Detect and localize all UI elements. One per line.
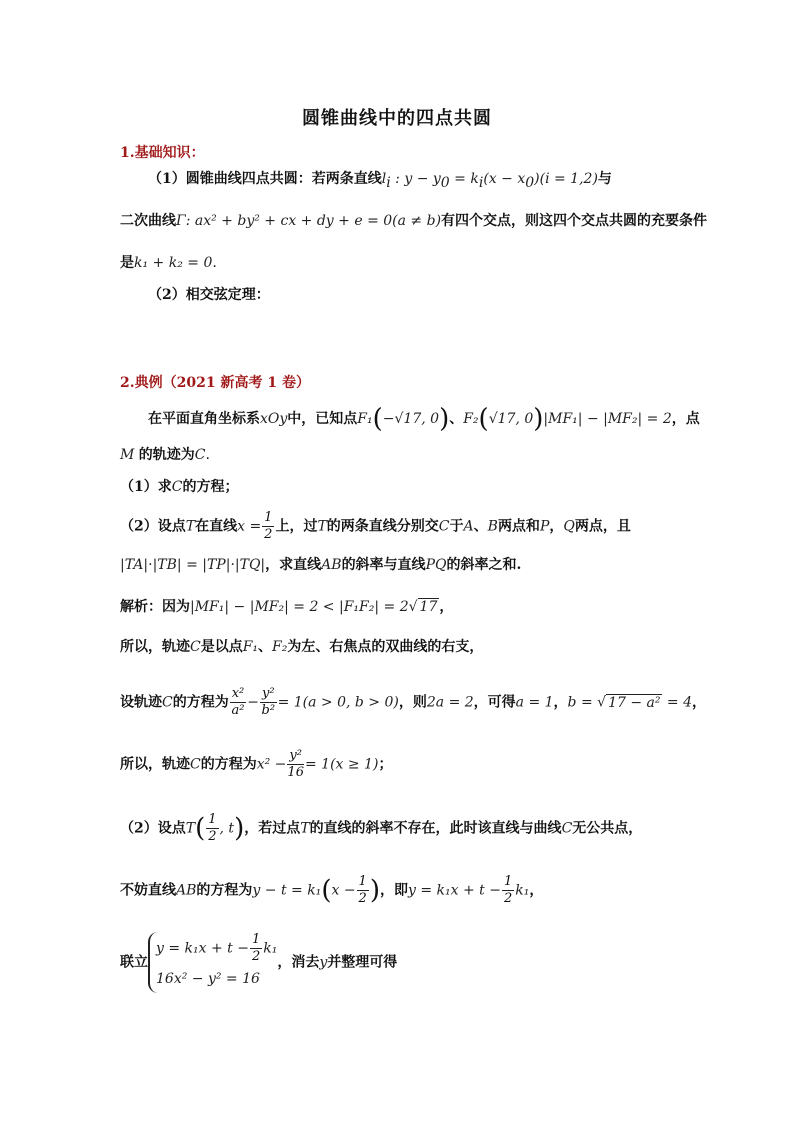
numerator: 1 (251, 932, 261, 947)
text: 二次曲线 (120, 213, 176, 229)
basics-item-2 (148, 282, 724, 308)
math: F₂ (463, 411, 479, 427)
text: ， (692, 694, 707, 711)
math: |MF₁| − |MF₂| = 2 (543, 411, 672, 427)
solution-line-2 (120, 634, 724, 660)
fraction (502, 874, 514, 907)
math: C (171, 479, 183, 495)
solution-line-5 (120, 812, 724, 845)
math-part: (x − x (483, 171, 526, 187)
math-part: = k (449, 171, 479, 187)
paren: ( (321, 875, 332, 906)
sqrt-sign: √ (597, 694, 607, 711)
text: ，求直线 (265, 557, 322, 573)
text: 是 (120, 255, 134, 271)
text: ， (439, 599, 454, 615)
paren: ) (439, 404, 450, 434)
equation-system (148, 932, 277, 993)
math: F₁ (242, 639, 259, 655)
question-2-line-2 (120, 552, 724, 578)
paren: ( (195, 813, 206, 844)
solution-line-1 (120, 594, 724, 620)
solution-line-7 (120, 932, 724, 993)
denominator: 2 (251, 949, 261, 964)
denominator: 2 (208, 829, 217, 844)
numerator: 1 (358, 874, 367, 889)
text: （1）求 (120, 479, 172, 495)
denominator: b² (261, 703, 276, 718)
math: T (317, 518, 327, 535)
math: AB (321, 557, 342, 573)
text: ，点 (671, 411, 700, 427)
system-eq-1 (156, 932, 277, 965)
text: 所以，轨迹 (120, 639, 190, 655)
text: ， (549, 518, 564, 535)
section-heading-basics: 1.基础知识： (120, 145, 205, 161)
text: 不妨直线 (120, 882, 176, 899)
subscript: i (386, 174, 391, 191)
text: 的方程为 (196, 882, 253, 899)
math: y (319, 954, 328, 971)
math: x² − (256, 756, 287, 773)
math: a = 1 (515, 694, 554, 711)
math: C (194, 447, 206, 463)
text: 的斜率之和. (446, 557, 522, 573)
solution-line-6 (120, 874, 724, 907)
item-text: 与 (597, 171, 612, 187)
question-1 (120, 474, 724, 500)
text: 、 (449, 411, 464, 427)
denominator: 2 (503, 891, 513, 906)
text: 设轨迹 (120, 694, 162, 711)
text: 的方程为 (200, 756, 257, 773)
text: ，消去 (277, 954, 320, 971)
text: 在平面直角坐标系 (148, 411, 260, 427)
paren: ) (369, 875, 380, 906)
math: xOy (260, 411, 288, 427)
question-2-line-1 (120, 510, 724, 543)
math-part: )(i = 1,2) (534, 171, 598, 187)
math: x = (237, 518, 262, 535)
math: |MF₁| − |MF₂| = 2 < |F₁F₂| = 2 (190, 599, 409, 615)
math: √17, 0 (488, 411, 534, 427)
text: 两点，且 (574, 518, 631, 535)
math: F₂ (272, 639, 288, 655)
basics-item-1 (148, 166, 724, 196)
basics-line-3 (120, 250, 724, 276)
math: k₁ (515, 882, 530, 899)
text: 两点和 (497, 518, 540, 535)
text: ，可得 (473, 694, 516, 711)
text: （2）设点 (120, 820, 186, 837)
math: = 1(a > 0, b > 0) (277, 694, 399, 711)
text: 、 (473, 518, 488, 535)
math: A (463, 518, 474, 535)
item-text: 圆锥曲线四点共圆：若两条直线 (185, 171, 382, 187)
math: T (185, 518, 196, 535)
text: 于 (449, 518, 464, 535)
subscript: i (478, 174, 484, 191)
text: 的两条直线分别交 (326, 518, 439, 535)
math-part: : y − y (390, 171, 441, 187)
math: F₁ (357, 411, 373, 427)
text: 联立 (120, 954, 148, 971)
math: , t (219, 820, 235, 837)
math: C (190, 639, 201, 655)
math: |TA|·|TB| = |TP|·|TQ| (120, 557, 266, 573)
section-heading-example: 2.典例（2021 新高考 1 卷） (120, 375, 310, 391)
math: C (190, 756, 201, 773)
problem-line-1 (148, 406, 724, 432)
page-title: 圆锥曲线中的四点共圆 (302, 108, 492, 129)
text: ； (378, 756, 393, 773)
denominator: 2 (358, 891, 367, 906)
system-eq-2: 16x² − y² = 16 (156, 971, 260, 987)
numerator: y² (262, 686, 275, 701)
subscript: 0 (440, 174, 450, 191)
text: ，即 (379, 882, 408, 899)
math: y = k₁x + t − (407, 882, 501, 899)
math: T (300, 820, 310, 837)
condition-equation: k₁ + k₂ = 0 (134, 255, 213, 271)
fraction (262, 510, 274, 543)
text: 的方程； (182, 479, 239, 495)
math: x − (331, 882, 356, 899)
text: 并整理可得 (327, 954, 398, 971)
math: y = k₁x + t − (156, 940, 249, 957)
basics-line-2 (120, 208, 724, 234)
text: （2）设点 (120, 518, 186, 535)
math: Q (563, 518, 575, 535)
text: 上，过 (275, 518, 318, 535)
math: T (185, 820, 196, 837)
fraction (260, 686, 277, 719)
conic-equation: Γ: ax² + by² + cx + dy + e = 0(a ≠ b) (176, 213, 442, 229)
text: 的方程为 (172, 694, 229, 711)
sqrt-radicand: 17 − a² (608, 694, 661, 711)
text: 无公共点， (572, 820, 643, 837)
text: 所以，轨迹 (120, 756, 190, 773)
sqrt-radicand: 17 (419, 599, 438, 615)
fraction (206, 812, 218, 845)
math: B (487, 518, 498, 535)
math: b = (567, 694, 598, 711)
item-label: （1） (148, 171, 186, 187)
text: 的直线的斜率不存在，此时该直线与曲线 (309, 820, 562, 837)
math: −√17, 0 (382, 411, 440, 427)
fraction (250, 932, 262, 965)
text: 有四个交点，则这四个交点共圆的充要条件 (441, 213, 708, 229)
subscript: 0 (525, 174, 535, 191)
paren: ( (478, 404, 489, 434)
text: ，则 (398, 694, 427, 711)
text: 在直线 (195, 518, 238, 535)
fraction (287, 748, 304, 781)
math: k₁ (263, 940, 278, 957)
numerator: x² (231, 686, 245, 701)
text: 解析：因为 (120, 599, 190, 615)
text: 的斜率与直线 (341, 557, 426, 573)
text: . (212, 255, 217, 271)
text: ，若过点 (244, 820, 301, 837)
math: P (539, 518, 550, 535)
numerator: y² (289, 748, 302, 763)
text: 、 (258, 639, 273, 655)
item-label: （2） (148, 287, 186, 303)
paren: ) (234, 813, 245, 844)
math: C (438, 518, 450, 535)
math: 2a = 2 (426, 694, 474, 711)
paren: ) (533, 404, 544, 434)
text: 的轨迹为 (138, 447, 195, 463)
math: C (162, 694, 173, 711)
item-text: 相交弦定理： (185, 287, 270, 303)
numerator: 1 (503, 874, 513, 889)
solution-line-4 (120, 748, 724, 781)
denominator: 2 (264, 527, 273, 542)
problem-line-2 (120, 442, 724, 468)
solution-line-3 (120, 686, 724, 719)
numerator: 1 (208, 812, 217, 827)
math: y − t = k₁ (252, 882, 322, 899)
denominator: a² (231, 703, 245, 718)
math: C (561, 820, 573, 837)
denominator: 16 (287, 765, 304, 780)
line-l-symbol: l (381, 171, 387, 187)
math: M (120, 447, 135, 463)
math: = 1(x ≥ 1) (304, 756, 379, 773)
text: ， (553, 694, 568, 711)
text: ， (529, 882, 544, 899)
fraction (230, 686, 247, 719)
numerator: 1 (264, 510, 273, 525)
math: PQ (425, 557, 447, 573)
fraction (357, 874, 369, 907)
text: 为左、右焦点的双曲线的右支， (287, 639, 484, 655)
text: 是以点 (200, 639, 243, 655)
text: . (205, 447, 210, 463)
math: − (247, 694, 259, 711)
math: = 4 (662, 694, 693, 711)
math: AB (176, 882, 197, 899)
paren: ( (372, 404, 383, 434)
sqrt-sign: √ (408, 599, 418, 615)
text: 中，已知点 (287, 411, 358, 427)
